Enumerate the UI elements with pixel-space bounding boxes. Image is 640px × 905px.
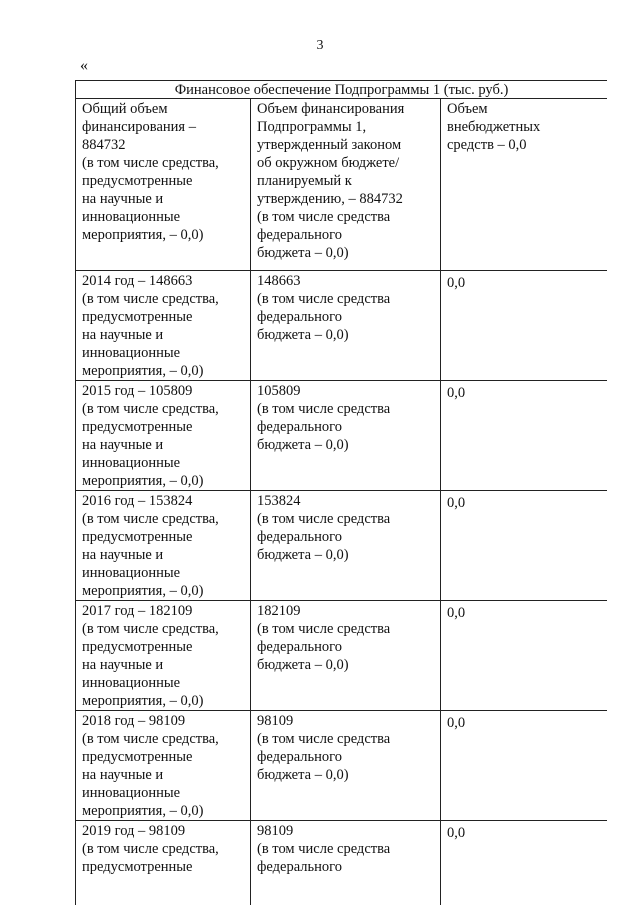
cell-total-by-year	[76, 601, 251, 711]
cell-text-line: инновационные	[82, 565, 181, 581]
cell-text-line: внебюджетных	[447, 119, 541, 135]
cell-text-line: на научные и	[82, 437, 164, 453]
cell-text-line: на научные и	[82, 191, 164, 207]
cell-text-line: бюджета – 0,0)	[257, 245, 349, 261]
cell-extrabudgetary-by-year	[441, 601, 608, 711]
extrabudgetary-value: 0,0	[447, 385, 466, 401]
cell-total-by-year	[76, 491, 251, 601]
table-row	[76, 271, 608, 381]
extrabudgetary-value: 0,0	[447, 825, 466, 841]
cell-text-line: утвержденный законом	[257, 137, 402, 153]
cell-text-line: мероприятия, – 0,0)	[82, 227, 204, 243]
cell-text-line: (в том числе средства	[257, 291, 391, 307]
cell-text-line: бюджета – 0,0)	[257, 767, 349, 783]
cell-program-by-year	[251, 711, 441, 821]
cell-text-line: Подпрограммы 1,	[257, 119, 367, 135]
cell-text-line: федерального	[257, 227, 342, 243]
header-total-financing	[76, 99, 251, 271]
cell-text-line: мероприятия, – 0,0)	[82, 693, 204, 709]
cell-text-line: на научные и	[82, 327, 164, 343]
cell-extrabudgetary-by-year	[441, 381, 608, 491]
cell-text-line: федерального	[257, 749, 342, 765]
cell-text-line: 98109	[257, 713, 294, 729]
cell-text-line: 98109	[257, 823, 294, 839]
cell-text-line: бюджета – 0,0)	[257, 437, 349, 453]
cell-extrabudgetary-by-year	[441, 491, 608, 601]
cell-text-line: (в том числе средства,	[82, 291, 219, 307]
cell-text-line: мероприятия, – 0,0)	[82, 473, 204, 489]
cell-text-line: (в том числе средства	[257, 841, 391, 857]
cell-total-by-year	[76, 381, 251, 491]
cell-text-line: (в том числе средства,	[82, 731, 219, 747]
cell-text-line: федерального	[257, 639, 342, 655]
cell-text-line: 105809	[257, 383, 301, 399]
cell-text-line: на научные и	[82, 547, 164, 563]
cell-text-line: мероприятия, – 0,0)	[82, 583, 204, 599]
header-row	[76, 99, 608, 271]
header-extrabudgetary	[441, 99, 608, 271]
opening-quote-mark: «	[80, 57, 88, 74]
cell-text-line: бюджета – 0,0)	[257, 547, 349, 563]
cell-text-line: предусмотренные	[82, 309, 193, 325]
extrabudgetary-value: 0,0	[447, 275, 466, 291]
cell-text-line: 2016 год – 153824	[82, 493, 193, 509]
cell-text-line: 2019 год – 98109	[82, 823, 186, 839]
cell-text-line: федерального	[257, 309, 342, 325]
cell-text-line: бюджета – 0,0)	[257, 327, 349, 343]
cell-text-line: 148663	[257, 273, 301, 289]
cell-text-line: об окружном бюджете/	[257, 155, 400, 171]
cell-text-line: Объем финансирования	[257, 101, 405, 117]
table-title: Финансовое обеспечение Подпрограммы 1 (тыс. руб.)	[76, 81, 608, 99]
cell-text-line: (в том числе средства,	[82, 511, 219, 527]
table-row	[76, 711, 608, 821]
cell-text-line: на научные и	[82, 657, 164, 673]
cell-text-line: мероприятия, – 0,0)	[82, 363, 204, 379]
extrabudgetary-value: 0,0	[447, 605, 466, 621]
cell-text-line: инновационные	[82, 209, 181, 225]
cell-text-line: предусмотренные	[82, 419, 193, 435]
cell-total-by-year	[76, 711, 251, 821]
cell-text-line: Объем	[447, 101, 488, 117]
cell-program-by-year	[251, 821, 441, 905]
table-body	[76, 99, 608, 905]
cell-text-line: федерального	[257, 859, 342, 875]
cell-text-line: 2014 год – 148663	[82, 273, 193, 289]
cell-text-line: 2018 год – 98109	[82, 713, 186, 729]
cell-text-line: предусмотренные	[82, 529, 193, 545]
cell-text-line: инновационные	[82, 675, 181, 691]
cell-text-line: (в том числе средства	[257, 511, 391, 527]
cell-text-line: 153824	[257, 493, 301, 509]
cell-text-line: (в том числе средства,	[82, 621, 219, 637]
cell-text-line: инновационные	[82, 785, 181, 801]
cell-text-line: мероприятия, – 0,0)	[82, 803, 204, 819]
cell-text-line: федерального	[257, 419, 342, 435]
page-number: 3	[316, 38, 324, 53]
cell-text-line: (в том числе средства	[257, 621, 391, 637]
cell-text-line: планируемый к	[257, 173, 352, 189]
cell-program-by-year	[251, 271, 441, 381]
cell-text-line: финансирования –	[82, 119, 196, 135]
cell-program-by-year	[251, 381, 441, 491]
cell-text-line: инновационные	[82, 345, 181, 361]
cell-text-line: (в том числе средства,	[82, 155, 219, 171]
cell-text-line: (в том числе средства	[257, 731, 391, 747]
cell-text-line: (в том числе средства,	[82, 841, 219, 857]
cell-text-line: средств – 0,0	[447, 137, 527, 153]
cell-extrabudgetary-by-year	[441, 271, 608, 381]
financing-table-container	[75, 80, 607, 905]
cell-extrabudgetary-by-year	[441, 711, 608, 821]
cell-text-line: предусмотренные	[82, 173, 193, 189]
cell-text-line: предусмотренные	[82, 859, 193, 875]
cell-text-line: (в том числе средства	[257, 209, 391, 225]
cell-text-line: на научные и	[82, 767, 164, 783]
cell-text-line: предусмотренные	[82, 639, 193, 655]
cell-total-by-year	[76, 821, 251, 905]
extrabudgetary-value: 0,0	[447, 495, 466, 511]
table-row	[76, 601, 608, 711]
cell-program-by-year	[251, 491, 441, 601]
table-row	[76, 491, 608, 601]
extrabudgetary-value: 0,0	[447, 715, 466, 731]
cell-text-line: 884732	[82, 137, 126, 153]
table-row	[76, 381, 608, 491]
cell-text-line: инновационные	[82, 455, 181, 471]
cell-text-line: (в том числе средства,	[82, 401, 219, 417]
cell-text-line: федерального	[257, 529, 342, 545]
cell-program-by-year	[251, 601, 441, 711]
cell-text-line: бюджета – 0,0)	[257, 657, 349, 673]
cell-text-line: 2017 год – 182109	[82, 603, 193, 619]
cell-text-line: утверждению, – 884732	[257, 191, 403, 207]
table-row	[76, 821, 608, 905]
cell-text-line: Общий объем	[82, 101, 168, 117]
cell-text-line: 182109	[257, 603, 301, 619]
header-program-financing	[251, 99, 441, 271]
cell-total-by-year	[76, 271, 251, 381]
cell-text-line: (в том числе средства	[257, 401, 391, 417]
cell-extrabudgetary-by-year	[441, 821, 608, 905]
cell-text-line: 2015 год – 105809	[82, 383, 193, 399]
cell-text-line: предусмотренные	[82, 749, 193, 765]
financing-table	[75, 80, 607, 905]
